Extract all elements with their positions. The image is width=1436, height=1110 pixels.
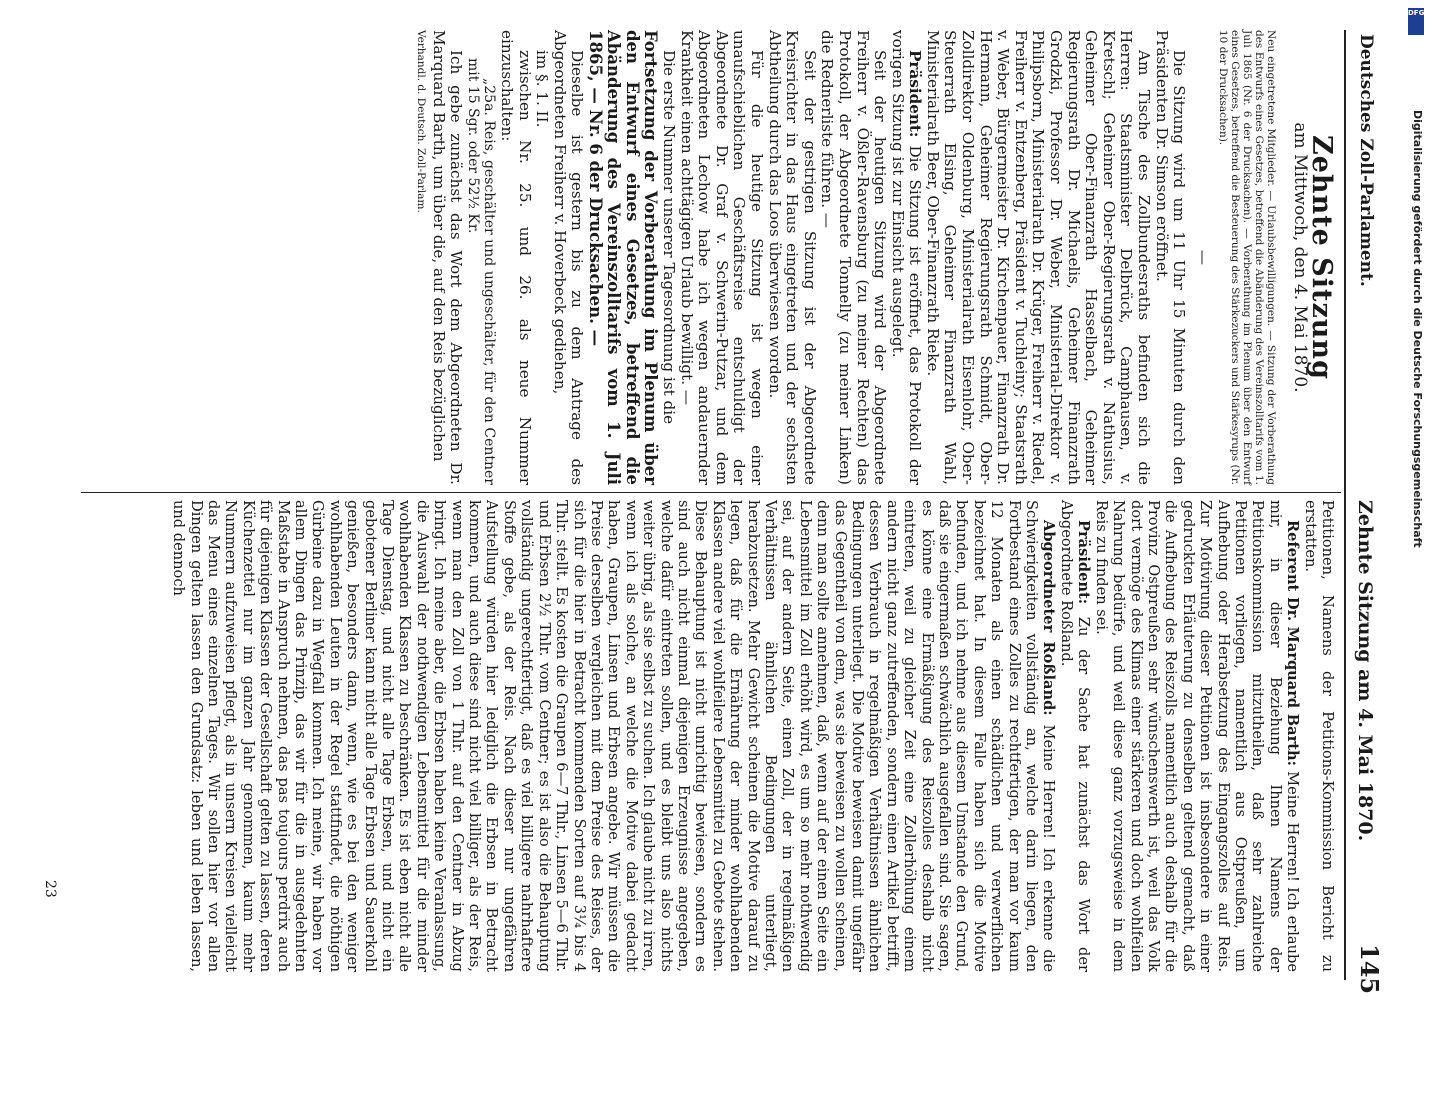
- speaker-label: Präsident:: [1075, 520, 1093, 605]
- speech-text: Zu der Sache hat zunächst das Wort der Abgeordnete Roßland.: [1057, 500, 1093, 973]
- footnote: Verhandl. d. Deutsch. Zoll-Parlam.: [415, 30, 428, 213]
- speaker-text: Die Sitzung ist eröffnet, das Protokoll der vorigen Sitzung ist zur Einsicht ausgelegt.: [888, 30, 925, 486]
- paragraph: Die Sitzung wird um 11 Uhr 15 Minuten durch den Präsidenten Dr. Simson eröffnet.: [1152, 30, 1189, 485]
- session-title: Zehnte Sitzung: [1306, 135, 1337, 380]
- speech: [1058, 500, 1093, 972]
- speech: [1092, 500, 1301, 972]
- speaker-label: Abgeordneter Roßland:: [1040, 520, 1058, 716]
- digitization-strip: [1404, 0, 1428, 1000]
- running-header-right: Zehnte Sitzung am 4. Mai 1870.: [1354, 500, 1376, 842]
- paragraph: Dieselbe ist gestern bis zu dem Antrage des Abgeordneten Freiherr v. Hoverbeck gediehen,: [550, 30, 587, 485]
- separator-dash: —: [1193, 249, 1212, 266]
- speaker-label: Präsident:: [906, 50, 925, 138]
- header-rule: [1344, 30, 1346, 980]
- speech: [170, 500, 1058, 972]
- quoted-amendment: „25a. Reis, geschälter und ungeschälter, für den Centner mit 15 Sgr. oder 52½ Kr.: [464, 58, 498, 485]
- speaker-label: Referent Dr. Marquard Barth:: [1284, 520, 1302, 766]
- paragraph: Die erste Nummer unserer Tagesordnung ist die: [660, 50, 678, 425]
- paragraph: Für die heutige Sitzung ist wegen einer unaufschieblichen Geschäftsreise entschuldigt der Abgeordnete Dr. Graf v. Schwerin-Putzar, und dem Abgeordneten Lechow habe ich wegen andauernder Krankheit einen achttägigen Urlaub bewilligt. —: [677, 30, 766, 485]
- running-header-left: Deutsches Zoll-Parlament.: [1356, 34, 1376, 287]
- session-summary: Neu eingetretene Mitglieder. — Urlaubsbewilligungen. — Sitzung der Vorberathung des Entwurfs eines Gesetzes, betreffend die Abänderung des Vereinszolltarifs vom 1. Juli 1865 (Nr. 6 der Drucksachen). — Vorberathung im Plenum über den Entwurf eines Gesetzes, betreffend die Besteuerung des Stärkezuckers und Stärkesyrups (Nr. 10 der Drucksachen).: [1216, 30, 1277, 485]
- agenda-item: Fortsetzung der Vorberathung im Plenum über den Entwurf eines Gesetzes, betreffend die Abänderung des Vereinszolltarifs vom 1. Juli 1865, — Nr. 6 der Drucksachen. —: [585, 30, 661, 485]
- left-column: [412, 30, 1336, 485]
- paragraph: Ich gebe zunächst das Wort dem Abgeordneten Dr. Marquard Barth, um über die, auf den Reis bezüglichen: [429, 30, 466, 485]
- paragraph: Am Tische des Zollbundesraths befinden sich die Herren: Staatsminister Delbrück, Camphausen, v. Kretschl; Geheimer Ober-Regierungsrath v. Nathusius, Geheimer Ober-Finanzrath Hasselbach, Geheimer Regierungsrath Dr. Michaelis, Geheimer Finanzrath Grodzki, Professor Dr. Weber, Ministerial-Direktor v. Philipsborn, Ministerialrath Dr. Krüger, Freiherr v. Riedel, Freiherr v. Entzenberg, Präsident v. Tuchleiny; Staatsrath v. Weber, Bürgermeister Dr. Kirchenpauer, Finanzrath Dr. Hermann, Geheimer Regierungsrath Schmidt, Ober-Zolldirektor Oldenburg, Ministerialrath Eisenlohr, Ober-Steuerrath Elsing, Geheimer Finanzrath Wahl, Ministerialrath Beer, Ober-Finanzrath Rieke.: [923, 30, 1154, 485]
- paragraph: Seit der gestrigen Sitzung ist der Abgeordnete Kreisrichter in das Haus eingetreten und der sechsten Abtheilung durch das Loos überwiesen worden.: [765, 30, 819, 485]
- speech-text: Meine Herren! Ich erkenne die Schwierigkeiten vollständig an, welche darin liegen, den Fortbestand eines Zolles zu rechtfertigen, der man vor kaum 12 Monaten als einen schädlichen und verwerflichen bezeichnet hat. In diesem Falle haben sich die Motive befunden, und ich nehme aus diesem Umstande den Grund, daß sie eingermaßen schwächlich ausgefallen sind. Sie sagen, es könne eine Ermäßigung des Reiszolles deshalb nicht eintreten, weil zu gleicher Zeit eine Zollerhöhung einem andern nicht ganz zutreffenden, sondern einen Artikel betrifft, dessen Verbrauch in regelmäßigen Verhältnissen ähnlichen Bedingungen unterliegt. Die Motive beweisen damit ungefähr das Gegentheil von dem, was sie beweisen zu wollen scheinen, denn man sollte annehmen, daß, wenn auf der einen Seite ein Lebensmittel im Zoll erhöht wird, es um so mehr nothwendig sei, auf der andern Seite, einen Zoll, der in regelmäßigen Verhältnissen ähnlichen Bedingungen unterliegt, herabzusetzen. Mehr Gewicht scheinen die Motive darauf zu legen, daß für die Ernährung der minder wohlhabenden Klassen andere viel wohlfeilere Lebensmittel zu Gebote stehen. Diese Behauptung ist nicht unrichtig bewiesen, sondern es sind auch nicht einmal diejenigen Erzeugnisse angegeben, welche dafür eintreten sollen, und es bleibt uns also nichts weiter übrig, als sie selbst zu suchen. Ich glaube nicht zu irren, wenn ich als solche, an welche die Motive dabei gedacht haben, Graupen, Linsen und Erbsen angebe. Wir müssen die Preise derselben vergleichen mit dem Preise des Reises, der sich für die hier in Betracht kommenden Sorten auf 3¼ bis 4 Thlr. stellt. Es kosten die Graupen 6—7 Thlr., Linsen 5—6 Thlr. und Erbsen 2½ Thlr. vom Centner; es ist also die Behauptung vollständig ungerechtfertigt, daß es viel billigere nahrhaftere Stoffe gebe, als der Reis. Nach dieser nur ungefähren Aufstellung würden hier lediglich die Erbsen in Betracht kommen, und auch diese sind nicht viel billiger, als der Reis, wenn man den Zoll von 1 Thlr. auf den Centner in Abzug bringt. Ich meine aber, die Erbsen haben keine Veranlassung, die Auswahl der nothwendigen Lebensmittel für die minder wohlhabenden Klassen zu beschränken. Es ist eben nicht alle Tage Dienstag, und nicht alle Tage Erbsen, und nicht ein gebotener Berliner kann nicht alle Tage Erbsen und Sauerkohl genießen, besonders dann, wenn, wie es bei den weniger wohlhabenden Leuten in der Regel stattfindet, die nöthigen Gürbeine dazu in Wegfall kommen. Ich meine, wir haben vor allem Dingen das Prinzip, das wir für die in ausgedehnten Maßstabe in Anspruch nehmen, das pas toujours perdrix auch für diejenigen Klassen der Gesellschaft gelten zu lassen, deren Küchenzettel nur im ganzen Jahr genommen, kaum mehr Nummern aufzuweisen pflegt, als in unsern Kreisen vielleicht das Menu eines einzelnen Tages. Wir sollen hier vor allen Dingen gelten lassen den Grundsatz: leben und leben lassen, und dennoch: [170, 500, 1058, 972]
- dfg-logo: DFG: [1408, 8, 1424, 35]
- right-column: [170, 500, 1336, 972]
- paragraph: zwischen Nr. 25. und 26. als neue Nummer einzuschalten:: [498, 30, 534, 485]
- speech-text: Meine Herren! Ich erlaube mir, in dieser Beziehung Ihnen Namens der Petitionskommission mitzutheilen, daß sehr zahlreiche Petitionen vorliegen, namentlich aus Ostpreußen, um Aufhebung oder Herabsetzung des Eingangszolles auf Reis. Zur Motivirung dieser Petitionen ist insbesondere in einer gedruckten Erläuterung zu denselben geltend gemacht, daß die Aufhebung des Reiszolls namentlich auch deshalb für die Provinz Ostpreußen sehr wünschenswerth ist, weil das Volk dort vermöge des Klimas einer stärkeren und doch wohlfeilen Nahrung bedürfe, und weil diese ganz vorzugsweise in dem Reis zu finden sei.: [1092, 500, 1302, 972]
- page-number: 145: [1355, 944, 1384, 995]
- president-remark: [888, 30, 923, 485]
- digitization-credit: Digitalisierung gefördert durch die Deutsche Forschungsgemeinschaft: [1411, 110, 1424, 548]
- paragraph: Petitionen, Namens der Petitions-Kommission Bericht zu erstatten.: [1301, 500, 1336, 972]
- paragraph: Seit der heutigen Sitzung wird der Abgeordnete Freiherr v. Ößler-Ravensburg (zu meiner Rechten) das Protokoll, der Abgeordnete Tonnelly (zu meiner Linken) die Rednerliste führen. —: [818, 30, 890, 485]
- column-rule: [81, 492, 1341, 493]
- session-subtitle: am Mittwoch, den 4. Mai 1870.: [1290, 122, 1311, 393]
- signature-mark: 23: [42, 880, 58, 898]
- paragraph: im §. 1. II.: [533, 50, 552, 128]
